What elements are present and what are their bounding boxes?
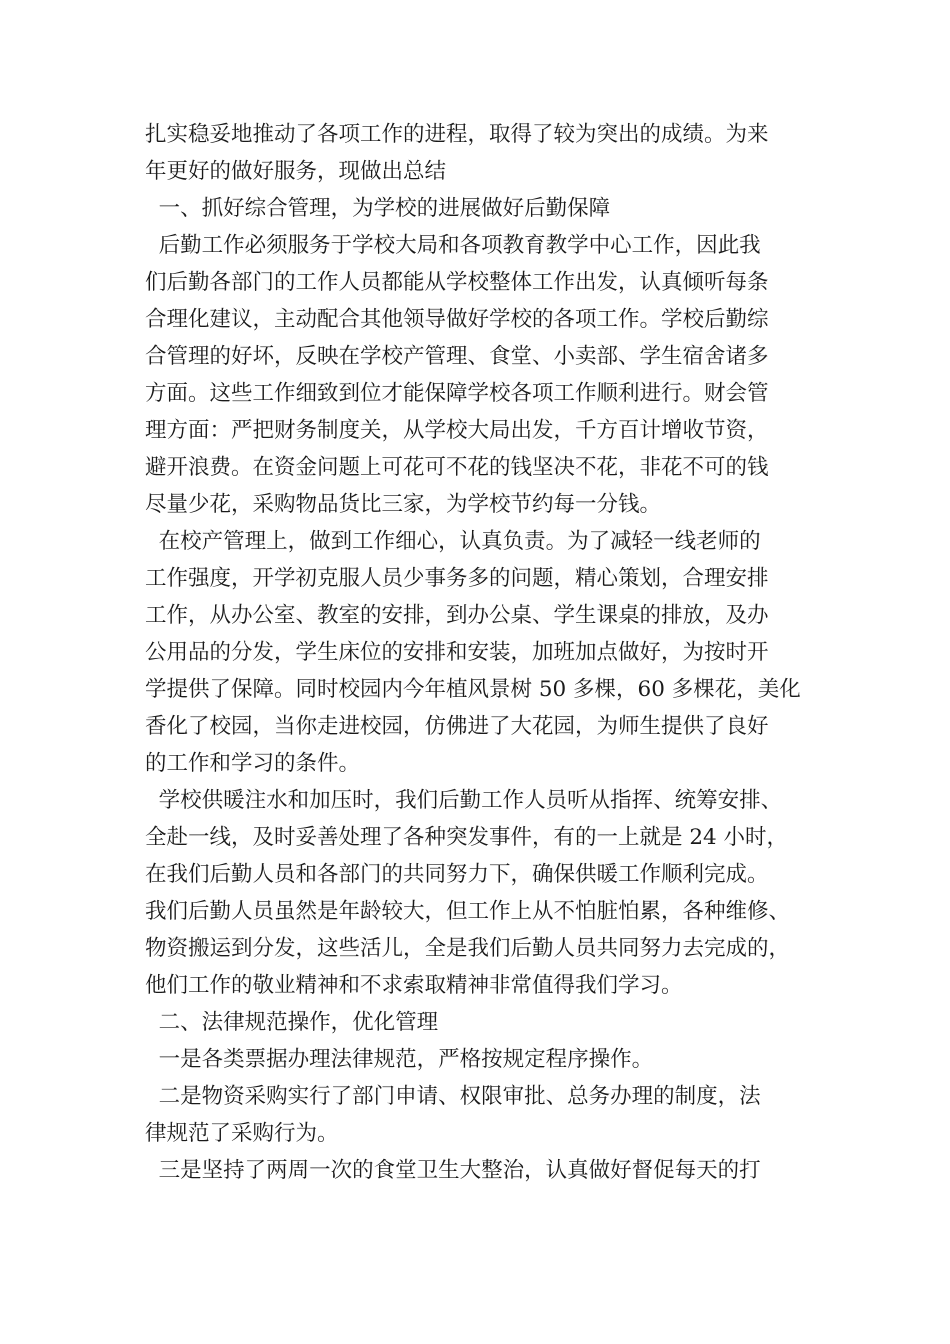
body-line: 的工作和学习的条件。 [145,751,361,776]
body-line: 学校供暖注水和加压时，我们后勤工作人员听从指挥、统筹安排、 [145,788,783,813]
body-line: 理方面：严把财务制度关，从学校大局出发，千方百计增收节资， [145,418,769,443]
body-line: 他们工作的敬业精神和不求索取精神非常值得我们学习。 [145,973,683,998]
body-line: 全赴一线，及时妥善处理了各种突发事件，有的一上就是 24 小时， [145,825,789,850]
body-line: 工作，从办公室、教室的安排，到办公桌、学生课桌的排放，及办 [145,603,769,628]
body-line: 扎实稳妥地推动了各项工作的进程，取得了较为突出的成绩。为来 [145,122,769,147]
body-line: 方面。这些工作细致到位才能保障学校各项工作顺利进行。财会管 [145,381,769,406]
body-line: 我们后勤人员虽然是年龄较大，但工作上从不怕脏怕累，各种维修、 [145,899,791,924]
body-line: 学提供了保障。同时校园内今年植风景树 50 多棵，60 多棵花，美化 [145,677,801,702]
body-line: 公用品的分发，学生床位的安排和安装，加班加点做好，为按时开 [145,640,769,665]
body-line: 三是坚持了两周一次的食堂卫生大整治，认真做好督促每天的打 [145,1158,761,1183]
body-line: 们后勤各部门的工作人员都能从学校整体工作出发，认真倾听每条 [145,270,769,295]
section-heading: 二、法律规范操作，优化管理 [145,1010,439,1035]
body-line: 香化了校园，当你走进校园，仿佛进了大花园，为师生提供了良好 [145,714,769,739]
body-line: 工作强度，开学初克服人员少事务多的问题，精心策划，合理安排 [145,566,769,591]
body-line: 合管理的好坏，反映在学校产管理、食堂、小卖部、学生宿舍诸多 [145,344,769,369]
body-line: 一是各类票据办理法律规范，严格按规定程序操作。 [145,1047,654,1072]
body-line: 物资搬运到分发，这些活儿，全是我们后勤人员共同努力去完成的， [145,936,791,961]
document-body [145,116,813,1189]
body-line: 在校产管理上，做到工作细心，认真负责。为了减轻一线老师的 [145,529,761,554]
body-line: 尽量少花，采购物品货比三家，为学校节约每一分钱。 [145,492,662,517]
body-line: 避开浪费。在资金问题上可花可不花的钱坚决不花，非花不可的钱 [145,455,769,480]
body-line: 年更好的做好服务，现做出总结 [145,159,447,184]
body-line: 合理化建议，主动配合其他领导做好学校的各项工作。学校后勤综 [145,307,769,332]
body-line: 二是物资采购实行了部门申请、权限审批、总务办理的制度，法 [145,1084,761,1109]
section-heading: 一、抓好综合管理，为学校的进展做好后勤保障 [145,196,611,221]
body-line: 后勤工作必须服务于学校大局和各项教育教学中心工作，因此我 [145,233,761,258]
body-line: 在我们后勤人员和各部门的共同努力下，确保供暖工作顺利完成。 [145,862,769,887]
body-line: 律规范了采购行为。 [145,1121,339,1146]
